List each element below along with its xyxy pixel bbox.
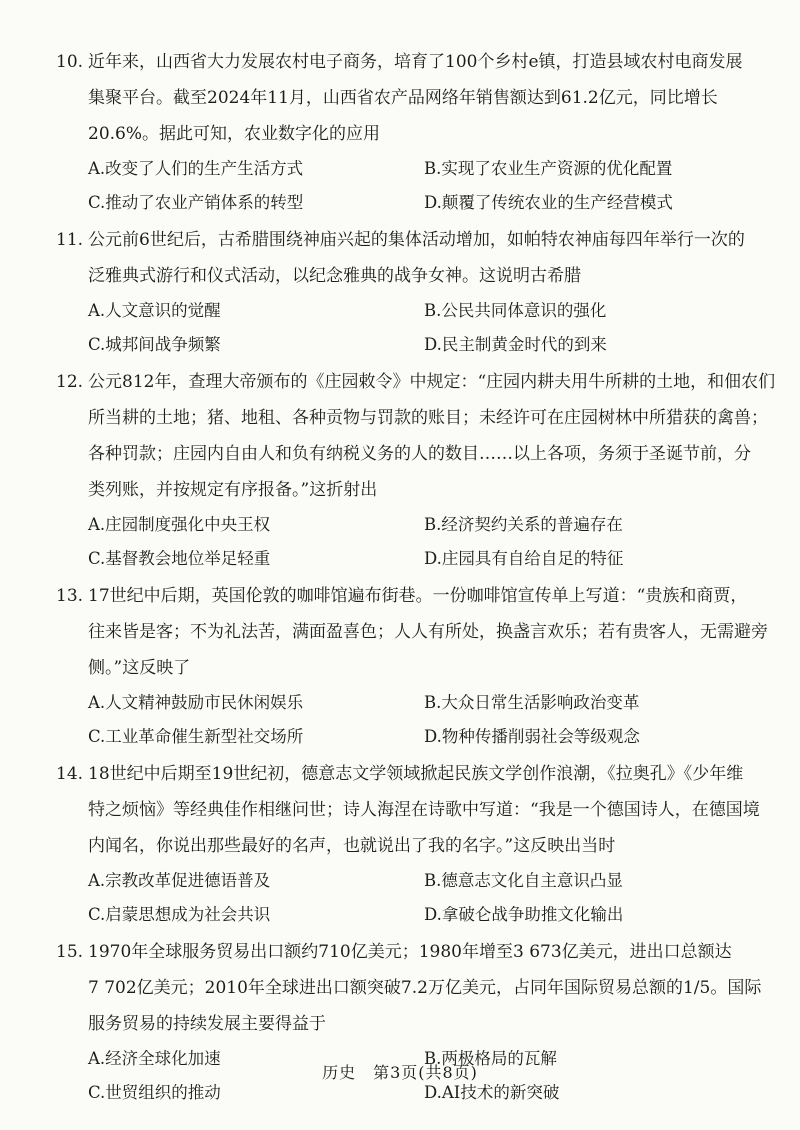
answer-option-a: A.经济全球化加速: [88, 1049, 221, 1068]
question-stem-text: 服务贸易的持续发展主要得益于: [88, 1014, 326, 1034]
question-stem-line: [88, 472, 788, 508]
answer-option-c: C.工业革命催生新型社交场所: [88, 727, 304, 746]
question-stem-text: 往来皆是客；不为礼法苦，满面盈喜色；人人有所处，换盏言欢乐；若有贵客人，无需避旁: [88, 622, 768, 642]
answer-option-b: B.两极格局的瓦解: [424, 1049, 557, 1068]
question-stem-line: [56, 364, 788, 400]
question-10: [56, 44, 788, 220]
answer-option-b: B.经济契约关系的普遍存在: [424, 515, 623, 534]
question-stem-text: 类列账，并按规定有序报备。”这折射出: [88, 480, 378, 500]
question-stem-text: 各种罚款；庄园内自由人和负有纳税义务的人的数目……以上各项，务须于圣诞节前，分: [88, 444, 751, 464]
question-stem-text: 公元前6世纪后，古希腊围绕神庙兴起的集体活动增加，如帕特农神庙每四年举行一次的: [88, 230, 745, 250]
question-14: [56, 756, 788, 932]
question-stem-line: [88, 792, 788, 828]
answer-option-d: D.庄园具有自给自足的特征: [424, 549, 624, 568]
answer-option-d: D.拿破仑战争助推文化输出: [424, 905, 624, 924]
question-stem-line: [88, 400, 788, 436]
question-stem-line: [88, 828, 788, 864]
answer-option-c: C.启蒙思想成为社会共识: [88, 905, 271, 924]
answer-option-b: B.实现了农业生产资源的优化配置: [424, 159, 673, 178]
question-stem-text: 泛雅典式游行和仪式活动，以纪念雅典的战争女神。这说明古希腊: [88, 266, 581, 286]
answer-option-c: C.世贸组织的推动: [88, 1083, 221, 1102]
question-number: 10.: [56, 52, 84, 72]
question-stem-text: 7 702亿美元；2010年全球进出口额突破7.2万亿美元，占同年国际贸易总额的1/5。国际: [88, 978, 762, 998]
answer-options: [88, 294, 788, 362]
answer-option-b: B.德意志文化自主意识凸显: [424, 871, 623, 890]
question-stem-text: 内闻名，你说出那些最好的名声，也就说出了我的名字。”这反映出当时: [88, 836, 616, 856]
answer-options: [88, 686, 788, 754]
answer-option-a: A.改变了人们的生产生活方式: [88, 159, 304, 178]
question-stem-line: [56, 578, 788, 614]
answer-option-d: D.民主制黄金时代的到来: [424, 335, 607, 354]
question-stem-line: [88, 258, 788, 294]
page-footer: 历史 第3页(共8页): [322, 1063, 478, 1082]
question-stem-text: 17世纪中后期，英国伦敦的咖啡馆遍布街巷。一份咖啡馆宣传单上写道：“贵族和商贾，: [88, 586, 748, 606]
question-stem-line: [88, 436, 788, 472]
question-stem-line: [56, 756, 788, 792]
question-12: [56, 364, 788, 576]
answer-option-a: A.宗教改革促进德语普及: [88, 871, 271, 890]
answer-option-d: D.物种传播削弱社会等级观念: [424, 727, 640, 746]
answer-option-b: B.大众日常生活影响政治变革: [424, 693, 640, 712]
question-stem-line: [88, 116, 788, 152]
question-stem-text: 18世纪中后期至19世纪初，德意志文学领域掀起民族文学创作浪潮，《拉奥孔》《少年维: [88, 764, 744, 784]
question-stem-text: 20.6%。据此可知，农业数字化的应用: [88, 124, 381, 144]
answer-option-a: A.人文精神鼓励市民休闲娱乐: [88, 693, 304, 712]
question-list: [56, 44, 788, 1112]
answer-option-d: D.颠覆了传统农业的生产经营模式: [424, 193, 673, 212]
question-15: [56, 934, 788, 1110]
question-stem-text: 近年来，山西省大力发展农村电子商务，培育了100个乡村e镇，打造县域农村电商发展: [88, 52, 743, 72]
question-stem-text: 特之烦恼》等经典佳作相继问世；诗人海涅在诗歌中写道：“我是一个德国诗人，在德国境: [88, 800, 760, 820]
answer-option-b: B.公民共同体意识的强化: [424, 301, 607, 320]
question-stem-line: [88, 1006, 788, 1042]
question-stem-text: 侧。”这反映了: [88, 658, 191, 678]
question-number: 12.: [56, 372, 84, 392]
question-stem-line: [88, 650, 788, 686]
question-11: [56, 222, 788, 362]
answer-options: [88, 152, 788, 220]
answer-options: [88, 864, 788, 932]
question-13: [56, 578, 788, 754]
question-stem-line: [88, 614, 788, 650]
question-number: 14.: [56, 764, 84, 784]
question-stem-text: 集聚平台。截至2024年11月，山西省农产品网络年销售额达到61.2亿元，同比增长: [88, 88, 718, 108]
answer-option-c: C.基督教会地位举足轻重: [88, 549, 271, 568]
question-number: 11.: [56, 230, 84, 250]
question-stem-line: [88, 970, 788, 1006]
answer-option-c: C.城邦间战争频繁: [88, 335, 221, 354]
answer-option-d: D.AI技术的新突破: [424, 1083, 560, 1102]
answer-options: [88, 508, 788, 576]
question-stem-line: [88, 80, 788, 116]
question-stem-text: 1970年全球服务贸易出口额约710亿美元；1980年增至3 673亿美元，进出口总额达: [88, 942, 732, 962]
question-stem-text: 所当耕的土地；猪、地租、各种贡物与罚款的账目；未经许可在庄园树林中所猎获的禽兽；: [88, 408, 768, 428]
answer-option-a: A.人文意识的觉醒: [88, 301, 221, 320]
question-stem-text: 公元812年，查理大帝颁布的《庄园敕令》中规定：“庄园内耕夫用牛所耕的土地，和佃农们: [88, 372, 776, 392]
question-number: 15.: [56, 942, 84, 962]
question-stem-line: [56, 222, 788, 258]
answer-option-a: A.庄园制度强化中央王权: [88, 515, 271, 534]
question-stem-line: [56, 44, 788, 80]
question-stem-line: [56, 934, 788, 970]
answer-option-c: C.推动了农业产销体系的转型: [88, 193, 304, 212]
question-number: 13.: [56, 586, 84, 606]
